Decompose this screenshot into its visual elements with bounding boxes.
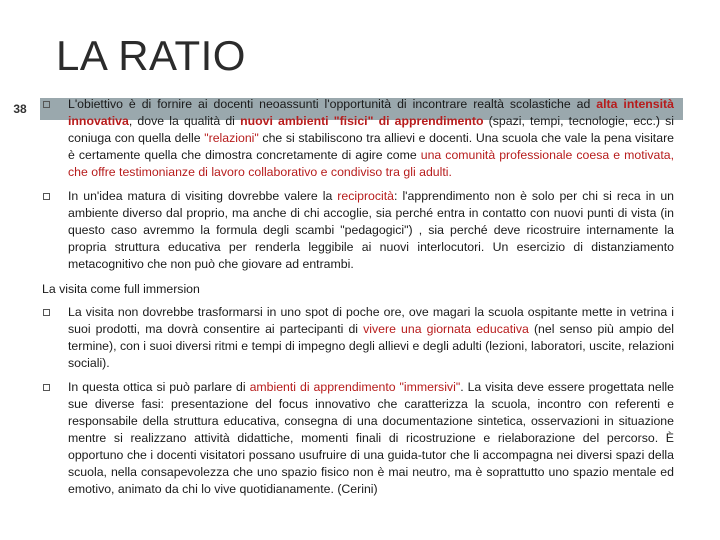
text-segment: alta intensità innovativa <box>68 97 674 128</box>
bullet-list-immersion <box>40 304 674 498</box>
slide-content <box>40 96 674 498</box>
square-bullet-icon <box>43 309 50 316</box>
text-segment: (spazi, tempi, tecnologie, ecc.) si coniuga con quella delle <box>68 114 674 145</box>
list-item <box>40 304 674 372</box>
text-segment: . La visita deve essere progettata nelle sue diverse fasi: presentazione del focus innovativo che caratterizza la scuola, incontro con referenti e responsabile della struttura educativa, consegna di una documentazione sintetica, osservazioni in situazione mentre si realizzano attività didattiche, momenti finali di ricostruzione e rielaborazione del percorso. È opportuno che i docenti visitatori possano usufruire di una guida-tutor che li accompagna nei diversi spazi della scuola, nella consapevolezza che uno spazio fisico non è mai neutro, ma è soprattutto uno spazio mentale ed emotivo, animato da chi lo vive quotidianamente. (Cerini) <box>68 380 675 496</box>
square-bullet-icon <box>43 193 50 200</box>
item-text <box>68 96 674 181</box>
text-segment: L'obiettivo è di fornire ai docenti neoassunti l'opportunità di incontrare realtà scolastiche ad <box>68 97 597 111</box>
list-item <box>40 379 674 498</box>
list-item <box>40 188 674 273</box>
text-segment: nuovi ambienti "fisici" di apprendimento <box>240 114 484 128</box>
square-bullet-icon <box>43 384 50 391</box>
slide-number: 38 <box>0 98 40 120</box>
text-segment: , dove la qualità di <box>128 114 241 128</box>
text-segment: In questa ottica si può parlare di <box>68 380 250 394</box>
text-segment: La visita non dovrebbe trasformarsi in uno spot di poche ore, ove magari la scuola ospitante mette in vetrina i suoi prodotti, ma dovrà consentire ai partecipanti di <box>68 305 674 336</box>
text-segment: che si stabiliscono tra allievi e docenti. Una scuola che vale la pena visitare è certamente quella che dimostra concretamente di agire come <box>68 131 674 162</box>
section-label: La visita come full immersion <box>42 282 200 296</box>
text-segment: reciprocità <box>337 189 395 203</box>
text-segment: In un'idea matura di visiting dovrebbe valere la <box>68 189 338 203</box>
text-segment: una comunità professionale coesa e motivata, che offre testimonianze di lavoro collaborativo e condiviso tra gli adulti. <box>68 148 674 179</box>
square-bullet-icon <box>43 101 50 108</box>
item-text <box>68 188 674 273</box>
item-text <box>68 304 674 372</box>
text-segment: (nel senso più ampio del termine), con i suoi diversi ritmi e tempi di impegno degli allievi e degli adulti (lezioni, laboratori, uscite, relazioni sociali). <box>68 322 674 370</box>
text-segment: ambienti di apprendimento "immersivi" <box>249 380 461 394</box>
text-segment: : l'apprendimento non è solo per chi si reca in un ambiente diverso dal proprio, ma anche di chi accoglie, sia perché entra in contatto con nuovi punti di vista (in questo caso avremmo la formula degli scambi "pedagogici") , sia perché deve ricostruire internamente la propria struttura educativa per renderla leggibile ai nuovi interlocutori. Un esercizio di distanziamento metacognitivo che non può che giovare ad entrambi. <box>68 189 675 271</box>
text-segment: "relazioni" <box>204 131 259 145</box>
list-item <box>40 96 674 181</box>
text-segment: vivere una giornata educativa <box>363 322 529 336</box>
item-text <box>68 379 674 498</box>
bullet-list-ratio <box>40 96 674 273</box>
slide-title: LA RATIO <box>56 32 246 79</box>
